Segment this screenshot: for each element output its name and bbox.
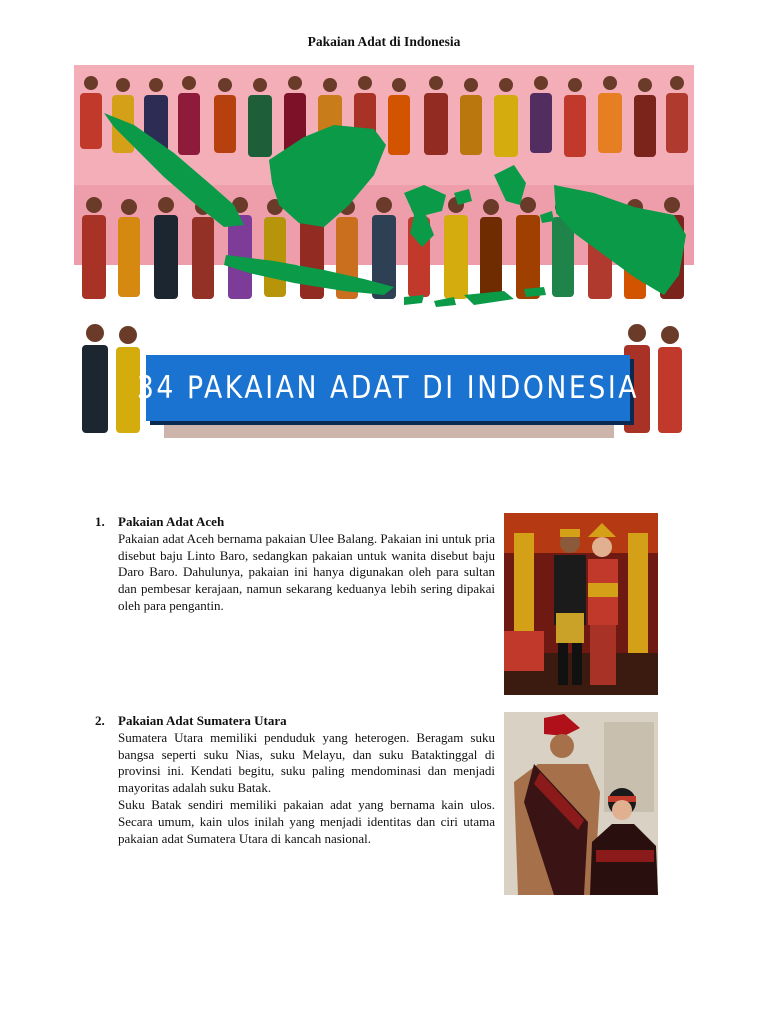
section-paragraph: Pakaian adat Aceh bernama pakaian Ulee Balang. Pakaian ini untuk pria disebut baju Linto Baro, sedangkan pakaian untuk wanita disebut baju Daro Baro. Dahulunya, pakaian ini hanya digunakan oleh para sultan dan pembesar kerajaan, namun sekarang keduanya lebih sering dipakai oleh para pengantin. [118,530,495,613]
aceh-wedding-photo [504,513,658,695]
section-sumatera-utara [95,713,495,847]
banner-caption-box [136,355,640,421]
section-number: 1. [95,514,105,529]
section-paragraph: Sumatera Utara memiliki penduduk yang heterogen. Beragam suku bangsa seperti suku Nias, suku Melayu, dan suku Bataktinggal di provinsi ini. Kendati begitu, suku paling mendominasi dan menjadi mayoritas adalah suku Batak. [118,729,495,796]
document-title: Pakaian Adat di Indonesia [307,34,461,49]
banner-caption: 34 PAKAIAN ADAT DI INDONESIA [136,370,640,406]
section-number: 2. [95,713,105,728]
banner-image [74,65,694,438]
batak-costume-photo [504,712,658,895]
section-heading: Pakaian Adat Aceh [118,514,225,529]
section-paragraph: Suku Batak sendiri memiliki pakaian adat yang bernama kain ulos. Secara umum, kain ulos inilah yang menjadi identitas dan ciri utama pakaian adat Sumatera Utara di kancah nasional. [118,796,495,846]
section-aceh [95,514,495,615]
section-heading: Pakaian Adat Sumatera Utara [118,713,287,728]
